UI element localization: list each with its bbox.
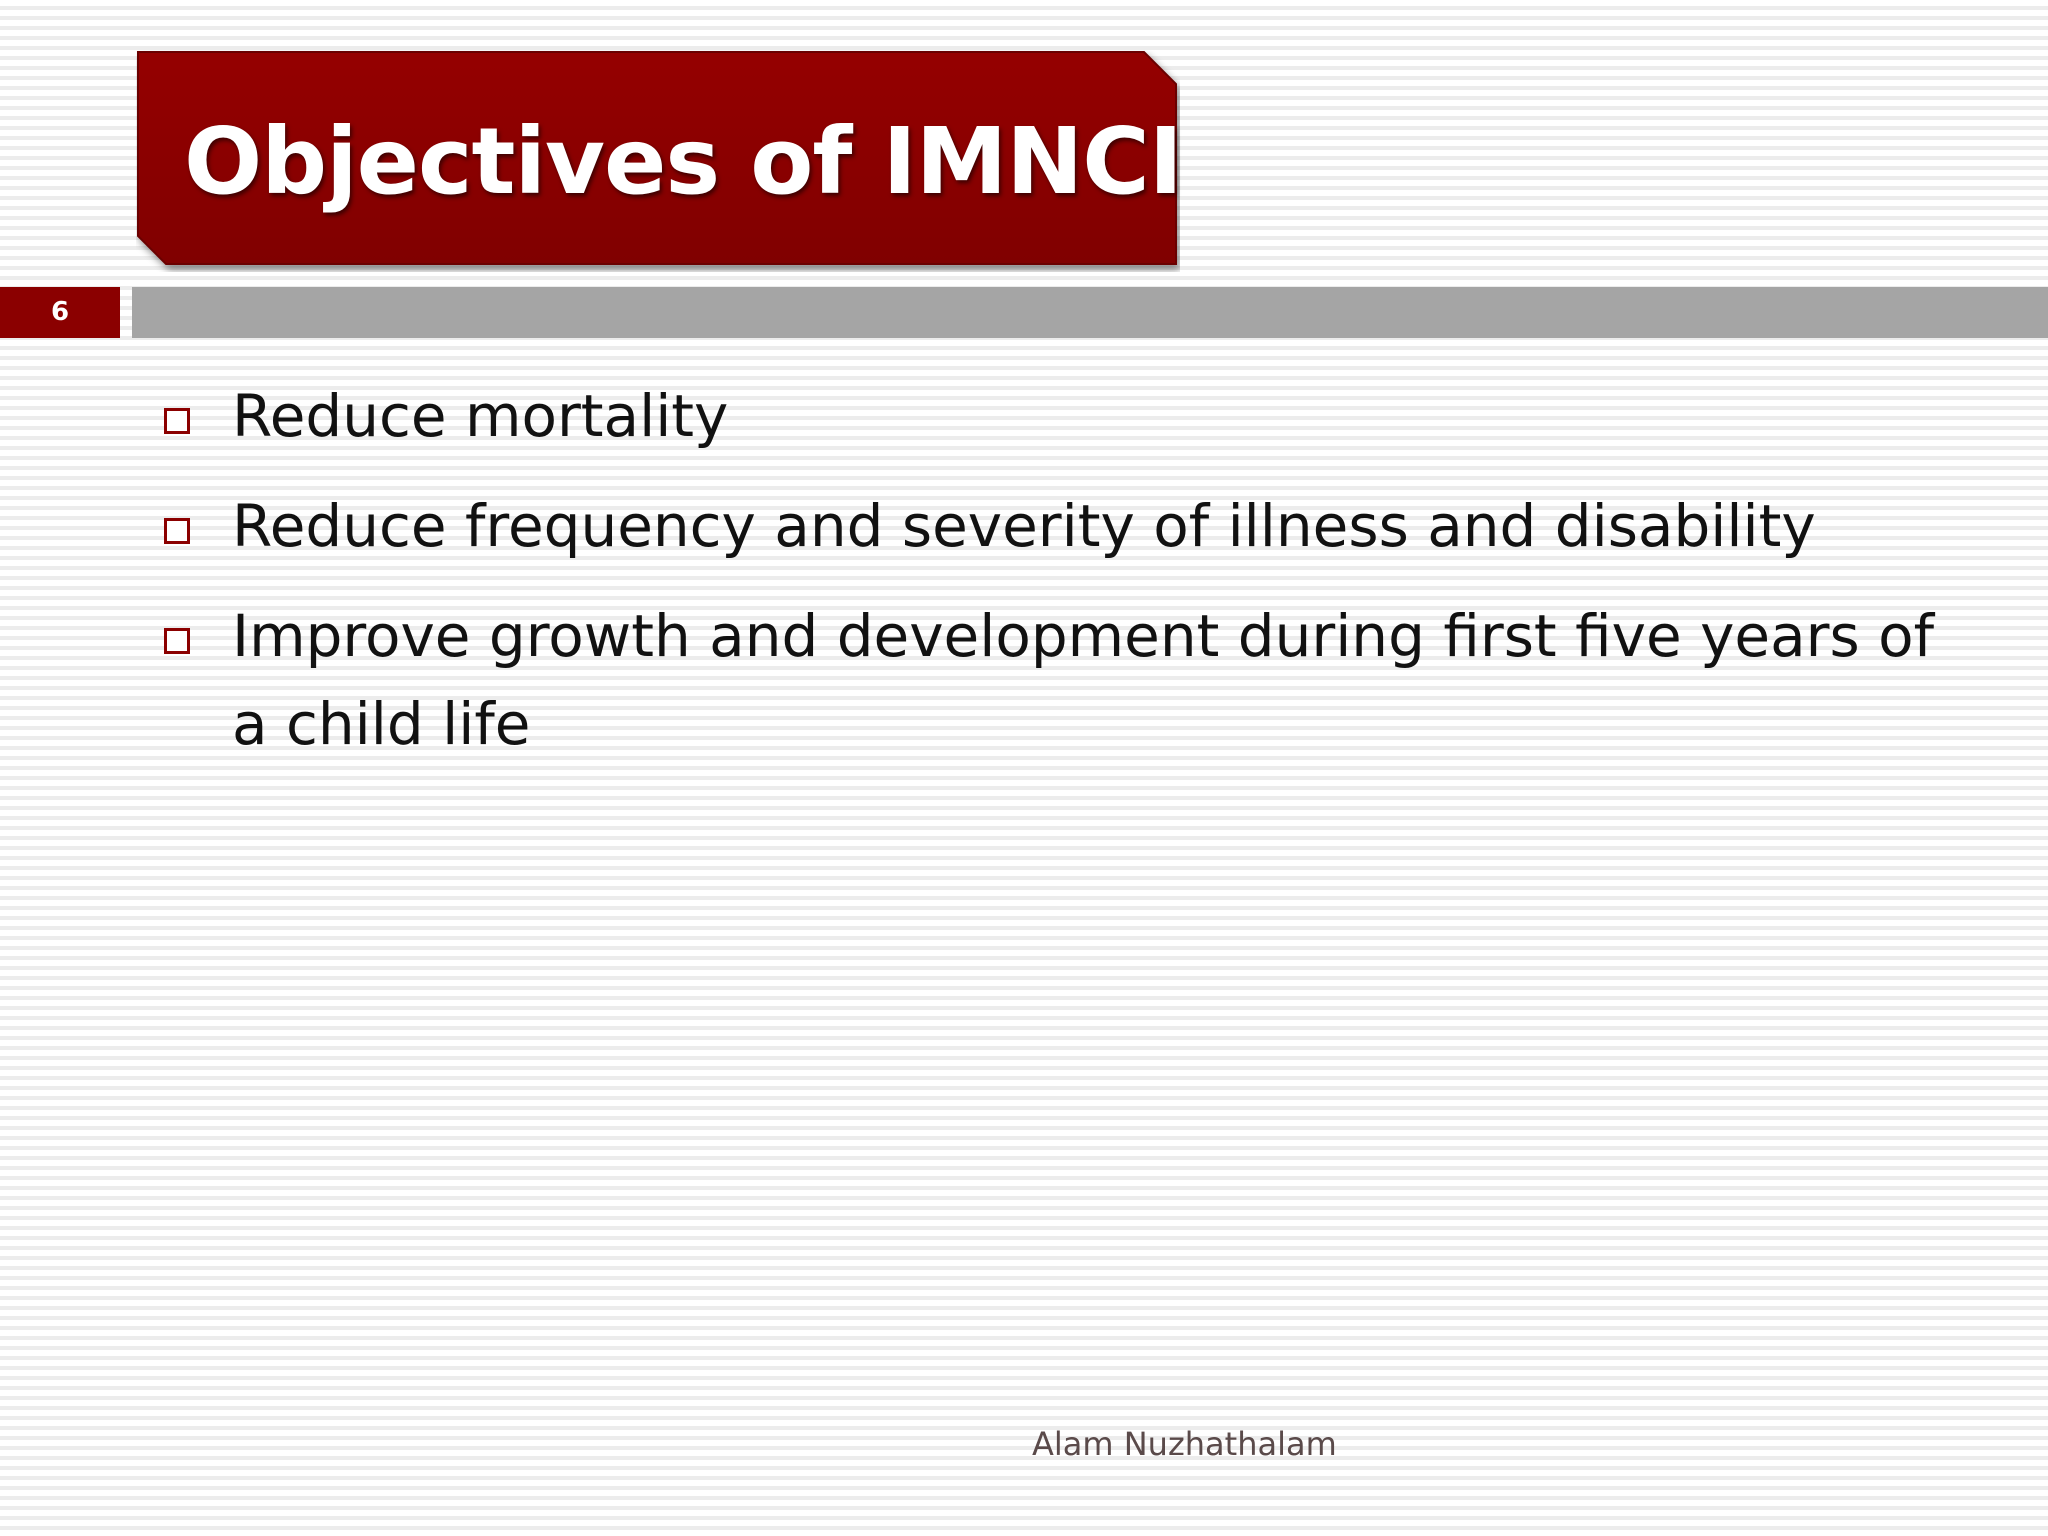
hollow-square-icon [164, 628, 190, 654]
bullet-text: Reduce mortality [232, 382, 729, 450]
page-title: Objectives of IMNCI [184, 108, 1182, 215]
title-banner [136, 50, 1180, 272]
bullet-text: Improve growth and development during first five years of a child life [232, 602, 1935, 758]
footer-author: Alam Nuzhathalam [1032, 1425, 1337, 1463]
hollow-square-icon [164, 518, 190, 544]
hollow-square-icon [164, 408, 190, 434]
list-item [160, 592, 1980, 768]
list-item [160, 372, 1980, 460]
list-item [160, 482, 1980, 570]
bullet-list [160, 372, 1980, 790]
slide-number: 6 [0, 287, 120, 338]
bullet-text: Reduce frequency and severity of illness and disability [232, 492, 1816, 560]
divider-bar [132, 287, 2048, 338]
